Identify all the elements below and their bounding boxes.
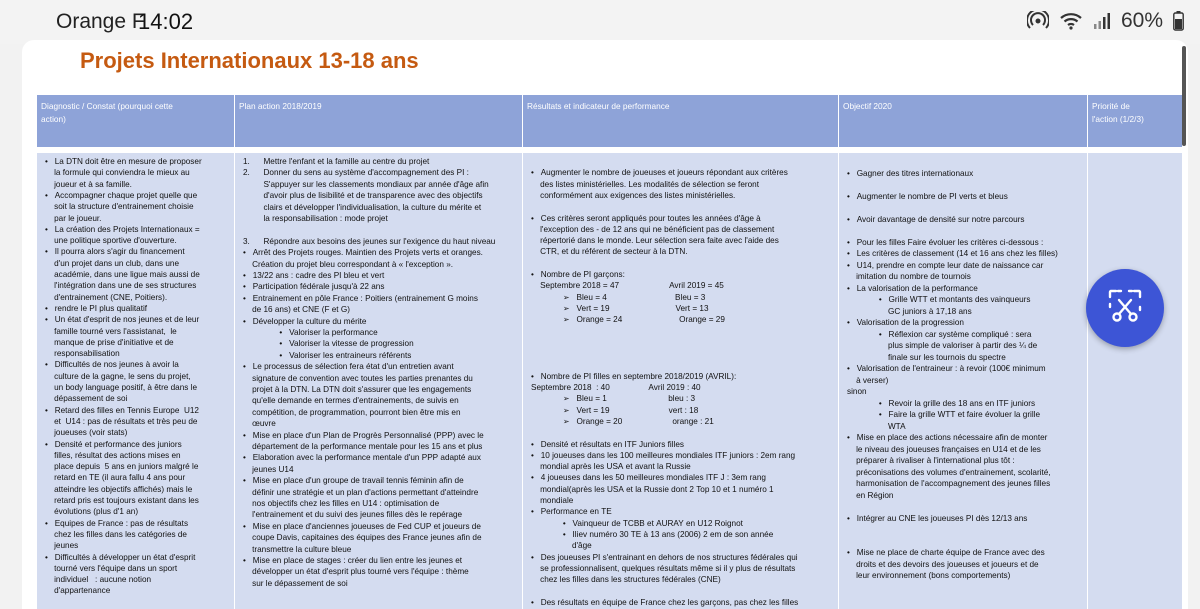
cell-text-line: dépassement de soi	[45, 394, 128, 404]
page-title: Projets Internationaux 13-18 ans	[80, 48, 419, 73]
cell-text-line: ➢ Vert = 19 Vert = 13	[531, 303, 709, 313]
signal-icon	[1093, 12, 1111, 30]
column-header-line: Plan action 2018/2019	[239, 101, 322, 111]
cell-text-line: développer un état d'esprit plus tourné vers l'équipe : thème	[243, 567, 469, 577]
cell-text-line: d'avoir plus de lisibilité et de transparence avec des objectifs	[243, 191, 483, 201]
cell-text-line: famille tourné vers l'assistanat, le	[45, 326, 177, 336]
cell-text-line: atteindre les objectifs affichés) mais le	[45, 484, 193, 494]
cell-text-line: répertorié dans le monde. Leur sélection sera faite avec l'aide des	[531, 236, 779, 246]
cell-text-line: harmonisation de l'accompagnement des jeunes filles	[847, 479, 1051, 488]
cell-text-line: culture de la gagne, le sens du projet,	[45, 371, 191, 381]
cell-resultats	[523, 153, 839, 609]
cell-text-line: 2. Donner du sens au système d'accompagnement des PI :	[243, 168, 469, 178]
cell-text-line: à verser)	[847, 375, 889, 385]
cell-text-line: responsabilisation	[45, 349, 120, 359]
cell-text-line: • Gagner des titres internationaux	[847, 168, 974, 178]
cell-text-line: joueur et à sa famille.	[45, 179, 132, 189]
cell-text-line: • Un état d'esprit de nos jeunes et de leur	[45, 315, 200, 325]
status-bar	[0, 0, 1200, 44]
cell-text-line: • Iliev numéro 30 TE à 13 ans (2006) 2 em de son année	[531, 529, 774, 539]
column-header-line: Résultats et indicateur de performance	[527, 101, 670, 111]
cell-text-line: WTA	[847, 421, 906, 431]
cell-text-line: finale sur les tournois du spectre	[847, 352, 1006, 362]
cell-text-line: département de la performance mentale pour les 15 ans et plus	[243, 442, 483, 451]
cell-text-line: • Réflexion car système compliqué : sera	[847, 329, 1032, 339]
cell-text-line: d'entrainement (CNE, Poitiers).	[45, 292, 168, 302]
cell-text-line: • Mise ne place de charte équipe de France avec des	[847, 548, 1045, 557]
cell-text-line: individuel : aucune notion	[45, 575, 152, 585]
cell-text-line: le niveau des joueuses françaises en U14 et de les	[847, 444, 1041, 454]
cell-text-line: • Participation fédérale jusqu'à 22 ans	[243, 282, 385, 292]
cell-text-line: de 16 ans) et CNE (F et G)	[243, 305, 350, 315]
cell-text-line: S'appuyer sur les classements mondiaux par année d'âge afin	[243, 179, 489, 189]
cell-text-line: l'exception des - de 12 ans qui ne bénéficient pas de classement	[531, 224, 775, 234]
cell-text-line: GC juniors à 17,18 ans	[847, 306, 972, 316]
cell-text-line: • 13/22 ans : cadre des PI bleu et vert	[243, 271, 385, 280]
cell-text-line: • Grille WTT et montants des vainqueurs	[847, 295, 1031, 304]
cell-text-line: œuvre	[243, 419, 276, 429]
cell-text-line: • Performance en TE	[531, 507, 612, 517]
cell-text-line: • Entrainement en pôle France : Poitiers (entrainement G moins	[243, 293, 478, 303]
cell-text-line: CTR, et du référent de secteur à la DTN.	[531, 247, 688, 257]
cell-text-line: • Valoriser la vitesse de progression	[243, 339, 414, 349]
cell-text-line: mondial(après les USA et la Russie dont 2 Top 10 et 1 numéro 1	[531, 484, 774, 494]
cell-text-line: leur environnement (bons comportements)	[847, 571, 1011, 580]
cell-text-line: • Ces critères seront appliqués pour toutes les années d'âge à	[531, 213, 761, 223]
cell-text-line: • Valoriser les entraineurs référents	[243, 350, 412, 360]
cell-text-line: • Il pourra alors s'agir du financement	[45, 247, 185, 257]
cell-text-line: • Mise en place d'un Plan de Progrès Personnalisé (PPP) avec le	[243, 430, 484, 440]
cell-text-line: ➢ Orange = 24 Orange = 29	[531, 315, 725, 325]
cell-text-line: chez les filles dans les catégories de	[45, 529, 187, 539]
cell-text-line: la formule qui conviendra le mieux au	[45, 168, 190, 178]
cell-text-line: en Région	[847, 490, 894, 500]
cell-text-line: • Valoriser la performance	[243, 328, 378, 337]
cell-text-line: académie, dans une ligue mais aussi de	[45, 270, 200, 279]
cell-text-line: conformément aux exigences des listes ministérielles.	[531, 190, 736, 200]
column-header-plan	[235, 95, 523, 147]
cell-objectif	[839, 153, 1088, 609]
cell-text-line: se professionnalisent, quelques résultats même si il y plus de résultats	[531, 563, 796, 573]
cell-text-line: chez les filles dans les structures fédérales (CNE)	[531, 575, 721, 585]
column-header-resultats	[523, 95, 839, 147]
cell-text-line: la responsabilisation : mode projet	[243, 214, 388, 223]
cell-text-line: • Des joueuses PI s'entrainant en dehors de nos structures fédérales qui	[531, 552, 798, 562]
cell-text-line: ➢ Vert = 19 vert : 18	[531, 405, 699, 415]
cell-text-line: • Le processus de sélection fera état d'un entretien avant	[243, 362, 454, 372]
cell-text-line: d'âge	[531, 541, 592, 551]
screenshot-scissors-button[interactable]	[1086, 269, 1164, 347]
cell-text-line: plus simple de valoriser à partir des ¼ de	[847, 341, 1038, 350]
cell-text-line: Septembre 2018 : 40 Avril 2019 : 40	[531, 383, 701, 392]
cell-text-line: qu'elle demande en termes d'entrainements, de suivis en	[243, 396, 459, 406]
cell-text-line: • Mise en place des actions nécessaire afin de monter	[847, 433, 1048, 442]
cell-text-line: et U14 : pas de résultats et très peu de	[45, 416, 198, 426]
cell-text-line: définir une stratégie et un plan d'actions permettant d'atteindre	[243, 487, 479, 497]
cell-text-line: • 4 joueuses dans les 50 meilleures mondiales ITF J : 3em rang	[531, 473, 766, 483]
cell-text-line: • Valorisation de la progression	[847, 318, 964, 327]
cell-text-line: • Avoir davantage de densité sur notre parcours	[847, 214, 1025, 224]
column-header-line: Diagnostic / Constat (pourquoi cette	[41, 101, 173, 111]
cell-text-line: • 10 joueuses dans les 100 meilleures mondiales ITF juniors : 2em rang	[531, 450, 796, 460]
cell-text-line: l'intégration dans une de ses structures	[45, 281, 197, 291]
cell-text-line: • Intégrer au CNE les joueuses PI dès 12/13 ans	[847, 513, 1028, 523]
column-header-line: Priorité de	[1092, 101, 1130, 111]
cell-text-line: une politique sportive d'ouverture.	[45, 236, 177, 246]
cell-text-line: nos objectifs chez les filles en U14 : optimisation de	[243, 499, 440, 508]
cell-diagnostic	[37, 153, 235, 609]
cell-text-line: • La valorisation de la performance	[847, 283, 978, 293]
cell-text-line: • Accompagner chaque projet quelle que	[45, 190, 198, 200]
cell-text-line: • Arrêt des Projets rouges. Maintien des Projets verts et oranges.	[243, 248, 483, 258]
cell-text-line: filles, résultat des actions mises en	[45, 450, 181, 460]
cell-text-line: projet à la DTN. La DTN doit s'assurer que les engagements	[243, 385, 472, 394]
cell-text-line: sinon	[847, 387, 867, 396]
cell-text-line: ➢ Orange = 20 orange : 21	[531, 416, 714, 426]
cell-text-line: ➢ Bleu = 1 bleu : 3	[531, 394, 696, 404]
cell-text-line: compétition, de programmation, pourront bien être mis en	[243, 407, 461, 417]
cell-text-line: imitation du nombre de tournois	[847, 272, 971, 281]
cell-text-line: soit la structure d'entrainement choisie	[45, 202, 194, 212]
cell-text-line: • Nombre de PI garçons:	[531, 270, 625, 279]
cell-text-line: un body language positif, à être dans le	[45, 383, 198, 392]
cell-text-line: • Densité et performance des juniors	[45, 439, 182, 449]
cell-text-line: Septembre 2018 = 47 Avril 2019 = 45	[531, 281, 724, 291]
cell-text-line: transmettre la culture bleue	[243, 544, 352, 554]
cell-text-line: • La DTN doit être en mesure de proposer	[45, 157, 202, 166]
cell-text-line: • Mise en place de stages : créer du lien entre les jeunes et	[243, 556, 463, 565]
document-page	[22, 40, 1188, 609]
cell-text-line: clairs et développer l'individualisation, la culture du mérite et	[243, 202, 482, 212]
cell-text-line: droits et des devoirs des joueuses et joueurs et de	[847, 559, 1039, 569]
cell-text-line: • rendre le PI plus qualitatif	[45, 303, 148, 313]
cell-plan	[235, 153, 523, 609]
cell-text-line: • Faire la grille WTT et faire évoluer la grille	[847, 410, 1041, 419]
battery-text: 60%	[1120, 9, 1163, 32]
cell-text-line: manque de prise d'initiative et de	[45, 337, 174, 347]
wifi-icon	[1059, 12, 1083, 30]
cell-text-line: d'un projet dans un club, dans une	[45, 258, 180, 268]
cell-text-line: d'appartenance	[45, 586, 111, 596]
cell-text-line: préparer à rivaliser à l'international plus tôt :	[847, 456, 1015, 465]
carrier-name: Orange F	[56, 10, 145, 33]
cell-text-line: par le joueur.	[45, 213, 102, 223]
cell-text-line: • Difficultés de nos jeunes à avoir la	[45, 360, 179, 370]
cell-text-line: • Equipes de France : pas de résultats	[45, 518, 189, 528]
cell-text-line: • Augmenter le nombre de PI verts et bleus	[847, 191, 1008, 201]
cell-text-line: Création du projet bleu correspondant à « l'exception ».	[243, 259, 454, 269]
cell-text-line: 1. Mettre l'enfant et la famille au centre du projet	[243, 157, 430, 166]
cell-text-line: • Mise en place d'un groupe de travail tennis féminin afin de	[243, 476, 464, 486]
cell-text-line: place depuis 5 ans en juniors malgré le	[45, 462, 199, 472]
cell-text-line: • Retard des filles en Tennis Europe U12	[45, 405, 199, 415]
cell-text-line: mondial après les USA et avant la Russie	[531, 462, 691, 472]
column-header-line: Objectif 2020	[843, 101, 892, 111]
actions-table	[37, 95, 1182, 609]
cell-text-line: mondiale	[531, 496, 574, 505]
cell-text-line: • Mise en place d'anciennes joueuses de Fed CUP et joueurs de	[243, 521, 481, 531]
cell-text-line: retard pris est toujours existant dans les	[45, 496, 199, 505]
battery-icon	[1173, 11, 1184, 31]
cell-text-line: évolutions (plus d'1 an)	[45, 507, 139, 517]
status-time: 14:02	[138, 9, 194, 34]
cell-text-line: • Des résultats en équipe de France chez les garçons, pas chez les filles	[531, 597, 799, 607]
hotspot-icon	[1027, 11, 1049, 31]
cell-text-line: • Développer la culture du mérite	[243, 316, 367, 326]
cell-text-line: • Vainqueur de TCBB et AURAY en U12 Roignot	[531, 518, 743, 528]
cell-text-line: • Pour les filles Faire évoluer les critères ci-dessous :	[847, 237, 1044, 247]
column-header-line: l'action (1/2/3)	[1092, 113, 1144, 124]
cell-text-line: • Nombre de PI filles en septembre 2018/2019 (AVRIL):	[531, 371, 737, 381]
screenshot-scissors-icon	[1104, 285, 1146, 332]
cell-text-line: • Elaboration avec la performance mentale d'un PPP adapté aux	[243, 453, 481, 463]
cell-text-line: • Valorisation de l'entraineur : à revoir (100€ minimum	[847, 364, 1046, 373]
cell-text-line: coupe Davis, capitaines des équipes des France jeunes afin de	[243, 533, 482, 543]
table-body	[37, 153, 1182, 609]
cell-text-line: joueuses (voir stats)	[45, 428, 128, 438]
column-header-diagnostic	[37, 95, 235, 147]
cell-text-line: l'entrainement et du suivi des jeunes filles dès le repérage	[243, 510, 463, 520]
cell-text-line: 3. Répondre aux besoins des jeunes sur l'exigence du haut niveau	[243, 236, 496, 246]
table-header	[37, 95, 1182, 147]
cell-text-line: • La création des Projets Internationaux =	[45, 224, 200, 234]
cell-priorite	[1088, 153, 1182, 609]
cell-text-line: retard en TE (il aura fallu 4 ans pour	[45, 473, 186, 483]
cell-text-line: • Augmenter le nombre de joueuses et joueurs répondant aux critères	[531, 168, 788, 178]
cell-text-line: signature de convention avec toutes les parties prenantes du	[243, 373, 473, 383]
cell-text-line: des listes ministérielles. Les modalités de sélection se feront	[531, 179, 759, 189]
column-header-priorite	[1088, 95, 1182, 147]
cell-text-line: • U14, prendre en compte leur date de naissance car	[847, 260, 1044, 270]
scrollbar[interactable]	[1182, 46, 1186, 146]
cell-text-line: • Revoir la grille des 18 ans en ITF juniors	[847, 398, 1036, 408]
column-header-objectif	[839, 95, 1088, 147]
cell-text-line: • Les critères de classement (14 et 16 ans chez les filles)	[847, 249, 1058, 258]
cell-text-line: tourné vers l'équipe dans un sport	[45, 563, 178, 573]
cell-text-line: jeunes	[45, 541, 79, 551]
cell-text-line: • Densité et résultats en ITF Juniors filles	[531, 439, 685, 449]
cell-text-line: jeunes U14	[243, 464, 294, 474]
cell-text-line: sur le dépassement de soi	[243, 578, 348, 588]
cell-text-line: préconisations des volumes d'entrainement, scolarité,	[847, 467, 1051, 477]
column-header-line: action)	[41, 113, 66, 124]
cell-text-line: ➢ Bleu = 4 Bleu = 3	[531, 292, 706, 302]
cell-text-line: • Difficultés à développer un état d'esprit	[45, 552, 196, 562]
